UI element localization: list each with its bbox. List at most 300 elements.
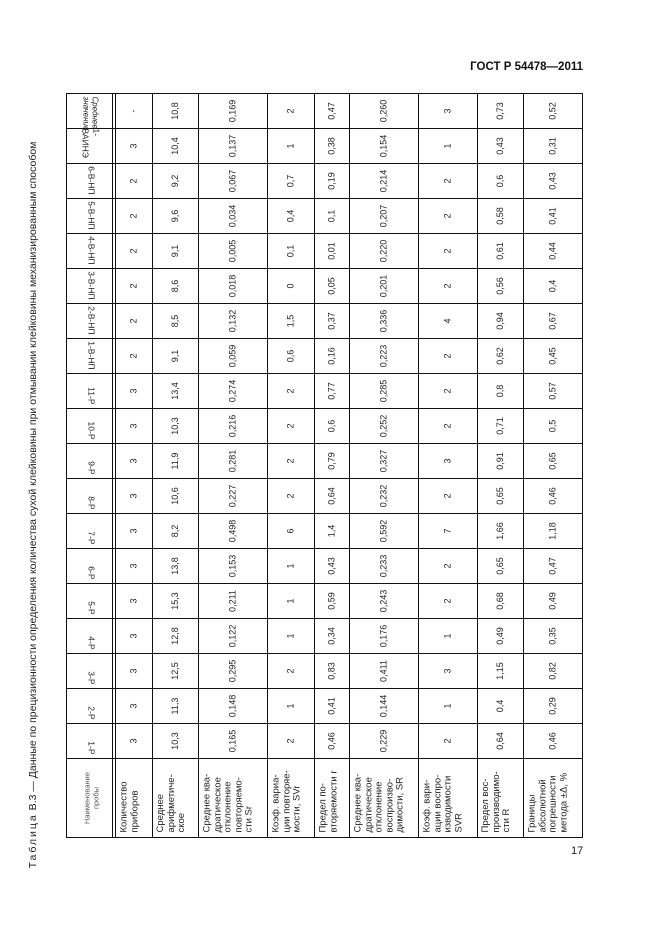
value-cell-text: 2: [442, 423, 453, 429]
sample-name-cell-text: 6-В-НП: [85, 165, 96, 194]
value-cell-text: 1: [442, 633, 453, 639]
value-cell: [349, 198, 419, 234]
value-cell-text: 0,43: [326, 556, 337, 575]
sample-name-cell-text: 7-Р: [85, 530, 96, 544]
value-cell: [198, 373, 268, 409]
value-cell: [115, 408, 153, 444]
table-caption: [27, 90, 39, 920]
sample-name-cell-text: 8-Р: [85, 495, 96, 509]
value-cell: [267, 513, 315, 549]
caption-text: — Данные по прецизионности определения количества сухой клейковины при отмывании клейковины механизированным способом: [27, 141, 39, 792]
value-cell-text: 0,233: [378, 554, 389, 577]
value-cell: [418, 513, 478, 549]
value-cell: [152, 268, 199, 304]
value-cell-text: 0,176: [378, 624, 389, 647]
sample-name-cell: [66, 128, 116, 164]
value-cell: [152, 303, 199, 339]
value-cell-text: 0,58: [494, 206, 505, 225]
value-cell: [198, 513, 268, 549]
sample-name-cell-text: 4-В-НП: [85, 235, 96, 264]
column-header-text: Границы абсолютной погрешности метода ±Δ, %: [526, 772, 569, 832]
column-header: [198, 758, 268, 838]
value-cell-text: 8,6: [169, 279, 180, 292]
value-cell: [115, 233, 153, 269]
value-cell-text: 2: [442, 598, 453, 604]
column-header-text: Коэф. вариа- ции повторяе- мости, SVr: [270, 769, 302, 832]
value-cell: [523, 688, 583, 724]
value-cell-text: 0,64: [326, 486, 337, 505]
value-cell-text: 2: [128, 248, 139, 254]
value-cell: [267, 373, 315, 409]
value-cell-text: 6: [285, 528, 296, 534]
value-cell-text: 0,77: [326, 381, 337, 400]
value-cell-text: 0,65: [547, 451, 558, 470]
value-cell-text: 2: [128, 318, 139, 324]
value-cell-text: 0,46: [547, 731, 558, 750]
value-cell: [418, 163, 478, 199]
value-cell-text: 0,64: [494, 731, 505, 750]
value-cell: [418, 548, 478, 584]
value-cell: [267, 478, 315, 514]
value-cell-text: 1,15: [494, 661, 505, 680]
value-cell: [267, 723, 315, 759]
value-cell-text: 9,1: [169, 244, 180, 257]
sample-name-cell: [66, 478, 116, 514]
value-cell-text: 0,91: [494, 451, 505, 470]
value-cell: [314, 723, 350, 759]
value-cell-text: 0,4: [547, 279, 558, 292]
value-cell: [267, 163, 315, 199]
value-cell-text: 0,216: [227, 414, 238, 437]
value-cell: [115, 618, 153, 654]
value-cell: [198, 303, 268, 339]
value-cell-text: 0,46: [547, 486, 558, 505]
value-cell: [152, 653, 199, 689]
sample-name-cell-text: 2-В-НП: [85, 305, 96, 334]
value-cell: [198, 653, 268, 689]
value-cell-text: -: [128, 109, 139, 112]
value-cell-text: 1: [442, 143, 453, 149]
sample-name-cell-text: Среднее значение: [81, 96, 100, 130]
value-cell-text: 12,8: [169, 626, 180, 645]
value-cell: [418, 338, 478, 374]
value-cell: [198, 128, 268, 164]
value-cell-text: 0,41: [547, 206, 558, 225]
value-cell: [349, 338, 419, 374]
value-cell-text: 2: [128, 353, 139, 359]
value-cell-text: 2: [128, 213, 139, 219]
value-cell-text: 3: [128, 388, 139, 394]
value-cell: [349, 688, 419, 724]
sample-name-cell-text: 5-Р: [85, 600, 96, 614]
value-cell-text: 0,059: [227, 344, 238, 367]
value-cell: [418, 478, 478, 514]
value-cell-text: 0,68: [494, 591, 505, 610]
value-cell: [152, 583, 199, 619]
sample-name-cell: [66, 338, 116, 374]
value-cell: [267, 583, 315, 619]
value-cell: [349, 723, 419, 759]
value-cell: [198, 93, 268, 129]
sample-name-cell: [66, 198, 116, 234]
value-cell: [115, 723, 153, 759]
value-cell-text: 0,4: [285, 209, 296, 222]
sample-name-cell-text: 1-В-НП: [85, 340, 96, 369]
column-header-text: Среднее арифметиче- ское: [155, 773, 187, 832]
value-cell-text: 10,3: [169, 731, 180, 750]
value-cell: [349, 618, 419, 654]
value-cell: [523, 268, 583, 304]
value-cell: [198, 478, 268, 514]
value-cell: [314, 233, 350, 269]
value-cell-text: 0,49: [494, 626, 505, 645]
value-cell: [152, 548, 199, 584]
sample-name-cell-text: 11-Р: [85, 386, 96, 404]
value-cell-text: 10,4: [169, 136, 180, 155]
value-cell: [477, 548, 524, 584]
value-cell: [314, 548, 350, 584]
value-cell-text: 0,154: [378, 134, 389, 157]
value-cell-text: 0,19: [326, 171, 337, 190]
column-header: [477, 758, 524, 838]
value-cell-text: 11,3: [169, 697, 180, 714]
value-cell-text: 0,243: [378, 589, 389, 612]
value-cell-text: 0,71: [494, 416, 505, 435]
value-cell-text: 0,44: [547, 241, 558, 260]
sample-name-cell: [66, 268, 116, 304]
value-cell-text: 0,144: [378, 694, 389, 717]
value-cell-text: 0,83: [326, 661, 337, 680]
value-cell: [152, 513, 199, 549]
value-cell-text: 0,274: [227, 379, 238, 402]
value-cell: [152, 408, 199, 444]
value-cell-text: 0,6: [285, 349, 296, 362]
value-cell-text: 2: [442, 213, 453, 219]
value-cell: [349, 128, 419, 164]
value-cell: [115, 583, 153, 619]
value-cell-text: 0,327: [378, 449, 389, 472]
value-cell-text: 3: [128, 703, 139, 709]
value-cell: [267, 338, 315, 374]
value-cell-text: 3: [128, 458, 139, 464]
value-cell: [152, 338, 199, 374]
column-header: [418, 758, 478, 838]
value-cell: [477, 233, 524, 269]
value-cell-text: 0,132: [227, 309, 238, 332]
value-cell: [314, 583, 350, 619]
value-cell: [349, 373, 419, 409]
value-cell: [115, 513, 153, 549]
value-cell-text: 2: [128, 283, 139, 289]
value-cell-text: 0,45: [547, 346, 558, 365]
value-cell: [115, 198, 153, 234]
value-cell: [152, 688, 199, 724]
value-cell-text: 0,1: [285, 244, 296, 257]
value-cell: [477, 268, 524, 304]
value-cell-text: 0,31: [547, 136, 558, 155]
value-cell: [349, 548, 419, 584]
value-cell: [198, 688, 268, 724]
value-cell-text: 0,56: [494, 276, 505, 295]
value-cell: [477, 653, 524, 689]
value-cell-text: 2: [285, 423, 296, 429]
value-cell: [523, 478, 583, 514]
value-cell: [314, 688, 350, 724]
value-cell: [418, 583, 478, 619]
value-cell: [314, 443, 350, 479]
value-cell: [418, 723, 478, 759]
column-header-text: Среднее ква- дратическое отклонение воспроизво- димости, SR: [352, 773, 405, 832]
value-cell: [198, 618, 268, 654]
value-cell-text: 0,8: [494, 384, 505, 397]
value-cell: [523, 233, 583, 269]
value-cell-text: 2: [442, 493, 453, 499]
value-cell: [477, 723, 524, 759]
value-cell-text: 0,94: [494, 311, 505, 330]
sample-name-cell-text: 5-В-НП: [85, 200, 96, 229]
value-cell-text: 0,260: [378, 99, 389, 122]
value-cell-text: 0,336: [378, 309, 389, 332]
value-cell: [477, 93, 524, 129]
sample-name-cell: [66, 513, 116, 549]
value-cell-text: 13,4: [169, 381, 180, 400]
value-cell-text: 0,82: [547, 661, 558, 680]
value-cell-text: 0,223: [378, 344, 389, 367]
value-cell: [115, 443, 153, 479]
value-cell-text: 0,295: [227, 659, 238, 682]
column-header-text: Предел по- вторяемости r: [317, 770, 339, 832]
value-cell-text: 2: [442, 353, 453, 359]
value-cell-text: 2: [285, 388, 296, 394]
value-cell: [115, 268, 153, 304]
value-cell: [198, 268, 268, 304]
value-cell: [115, 128, 153, 164]
value-cell-text: 0,207: [378, 204, 389, 227]
value-cell-text: 3: [128, 598, 139, 604]
value-cell: [198, 583, 268, 619]
sample-name-cell-text: 4-Р: [85, 635, 96, 649]
value-cell-text: 1: [285, 703, 296, 709]
value-cell: [314, 268, 350, 304]
page-number: 17: [571, 845, 584, 857]
value-cell: [152, 233, 199, 269]
value-cell: [418, 653, 478, 689]
value-cell: [267, 268, 315, 304]
value-cell: [115, 93, 153, 129]
sample-name-cell-text: 3-Р: [85, 670, 96, 684]
value-cell-text: 15,3: [169, 591, 180, 610]
value-cell: [314, 303, 350, 339]
value-cell-text: 0,7: [285, 174, 296, 187]
column-header: [152, 758, 199, 838]
value-cell-text: 8,2: [169, 524, 180, 537]
value-cell: [523, 653, 583, 689]
value-cell: [418, 688, 478, 724]
value-cell: [477, 513, 524, 549]
value-cell-text: 0,148: [227, 694, 238, 717]
value-cell: [152, 373, 199, 409]
value-cell: [152, 93, 199, 129]
value-cell: [523, 618, 583, 654]
column-header: [115, 758, 153, 838]
value-cell-text: 1: [285, 143, 296, 149]
value-cell-text: 3: [128, 563, 139, 569]
value-cell-text: 0,4: [494, 699, 505, 712]
column-header: [349, 758, 419, 838]
value-cell: [267, 408, 315, 444]
sample-name-cell: [66, 653, 116, 689]
value-cell-text: 0,62: [494, 346, 505, 365]
value-cell-text: 0,281: [227, 449, 238, 472]
value-cell: [477, 443, 524, 479]
column-header-text: Количество приборов: [118, 780, 140, 832]
value-cell: [267, 653, 315, 689]
sample-name-cell-text: 1-ВАИНЭ: [80, 128, 101, 158]
value-cell-text: 0,005: [227, 239, 238, 262]
value-cell-text: 0,41: [326, 696, 337, 715]
value-cell: [418, 93, 478, 129]
value-cell: [115, 373, 153, 409]
value-cell-text: 0,52: [547, 101, 558, 120]
value-cell-text: 0,35: [547, 626, 558, 645]
value-cell-text: 0,47: [547, 556, 558, 575]
value-cell: [477, 303, 524, 339]
value-cell: [267, 443, 315, 479]
value-cell-text: 2: [442, 248, 453, 254]
value-cell-text: 0,067: [227, 169, 238, 192]
sample-name-cell-text: 2-Р: [85, 705, 96, 719]
value-cell: [349, 478, 419, 514]
value-cell: [418, 618, 478, 654]
value-cell: [418, 198, 478, 234]
value-cell: [477, 373, 524, 409]
value-cell: [314, 653, 350, 689]
value-cell-text: 2: [442, 738, 453, 744]
column-header-text: Среднее ква- дратическое отклонение повторяемо- сти Sr: [201, 773, 254, 832]
value-cell: [267, 233, 315, 269]
value-cell-text: 1,5: [285, 314, 296, 327]
value-cell-text: 12,5: [169, 661, 180, 680]
value-cell-text: 3: [128, 668, 139, 674]
value-cell-text: 0,227: [227, 484, 238, 507]
sample-name-cell: [66, 443, 116, 479]
column-header-text: Коэф. вари- ации воспро- изводимости SVR: [421, 774, 464, 832]
sample-name-cell-text: 10-Р: [85, 421, 96, 439]
double-rule: [112, 93, 113, 837]
value-cell-text: 10,8: [169, 101, 180, 120]
value-cell-text: 0,592: [378, 519, 389, 542]
column-header: [267, 758, 315, 838]
value-cell-text: 2: [285, 493, 296, 499]
column-header-sample-name-text: Наименование пробы: [81, 771, 100, 824]
value-cell-text: 7: [442, 528, 453, 534]
value-cell-text: 0,79: [326, 451, 337, 470]
value-cell: [477, 618, 524, 654]
value-cell: [115, 303, 153, 339]
value-cell: [523, 338, 583, 374]
value-cell: [349, 408, 419, 444]
value-cell: [523, 373, 583, 409]
value-cell-text: 0,49: [547, 591, 558, 610]
value-cell-text: 0,65: [494, 556, 505, 575]
value-cell: [267, 198, 315, 234]
sample-name-cell: [66, 618, 116, 654]
value-cell-text: 2: [442, 563, 453, 569]
value-cell-text: 3: [128, 493, 139, 499]
value-cell: [152, 198, 199, 234]
sample-name-cell-text: 9-Р: [85, 460, 96, 474]
value-cell: [267, 303, 315, 339]
standard-number: ГОСТ Р 54478—2011: [470, 61, 583, 73]
value-cell: [314, 338, 350, 374]
value-cell-text: 9,1: [169, 349, 180, 362]
value-cell-text: 1: [285, 598, 296, 604]
value-cell: [314, 478, 350, 514]
value-cell-text: 0,43: [547, 171, 558, 190]
value-cell-text: 0,252: [378, 414, 389, 437]
value-cell-text: 0,6: [494, 174, 505, 187]
value-cell-text: 0,018: [227, 274, 238, 297]
value-cell: [349, 268, 419, 304]
value-cell-text: 3: [442, 458, 453, 464]
value-cell: [267, 688, 315, 724]
value-cell: [152, 443, 199, 479]
value-cell-text: 3: [128, 738, 139, 744]
value-cell-text: 2: [285, 458, 296, 464]
value-cell-text: 0,01: [326, 241, 337, 260]
value-cell: [198, 338, 268, 374]
value-cell-text: 10,3: [169, 416, 180, 435]
value-cell: [349, 443, 419, 479]
sample-name-cell: [66, 163, 116, 199]
value-cell-text: 0,43: [494, 136, 505, 155]
value-cell-text: 0,67: [547, 311, 558, 330]
value-cell-text: 2: [285, 108, 296, 114]
value-cell: [418, 443, 478, 479]
value-cell: [523, 548, 583, 584]
value-cell: [349, 233, 419, 269]
sample-name-cell: [66, 303, 116, 339]
value-cell: [198, 443, 268, 479]
value-cell: [477, 338, 524, 374]
value-cell: [152, 163, 199, 199]
value-cell-text: 9,2: [169, 174, 180, 187]
value-cell: [152, 723, 199, 759]
value-cell: [418, 233, 478, 269]
value-cell: [477, 478, 524, 514]
value-cell-text: 0,59: [326, 591, 337, 610]
caption-label: Таблица: [27, 813, 39, 869]
value-cell-text: 1: [285, 633, 296, 639]
value-cell-text: 0,46: [326, 731, 337, 750]
value-cell: [523, 513, 583, 549]
value-cell-text: 2: [442, 388, 453, 394]
value-cell: [523, 303, 583, 339]
value-cell-text: 8,5: [169, 314, 180, 327]
value-cell-text: 2: [128, 178, 139, 184]
value-cell-text: 0,153: [227, 554, 238, 577]
value-cell: [198, 163, 268, 199]
value-cell: [523, 723, 583, 759]
value-cell: [198, 198, 268, 234]
value-cell-text: 0,57: [547, 381, 558, 400]
value-cell: [477, 583, 524, 619]
value-cell-text: 1: [285, 563, 296, 569]
value-cell-text: 0,6: [326, 419, 337, 432]
value-cell: [523, 443, 583, 479]
value-cell-text: 2: [442, 283, 453, 289]
value-cell: [477, 198, 524, 234]
